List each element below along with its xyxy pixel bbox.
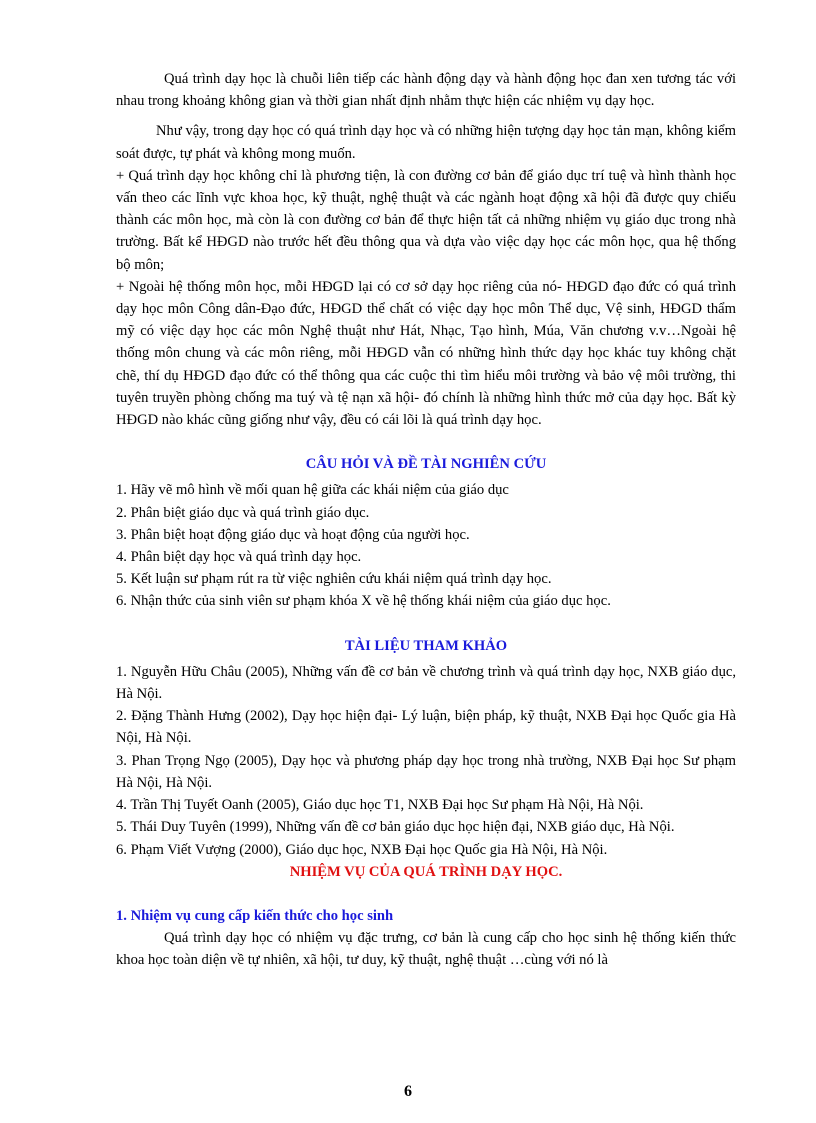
bullet-paragraph: + Quá trình dạy học không chỉ là phương tiện, là con đường cơ bản để giáo dục trí tuệ và hình thành học vấn theo các lĩnh vực khoa học, kỹ thuật, nghệ thuật và các ngành hoạt động xã hội đã được quy chiếu thành các môn học, mà còn là con đường cơ bản để thực hiện tất cả những nhiệm vụ giáo dục trong nhà trường. Bất kể HĐGD nào trước hết đều thông qua và dựa vào việc dạy học các môn học, qua hệ thống bộ môn; xyxy=(116,167,736,273)
list-item: 2. Phân biệt giáo dục và quá trình giáo dục. xyxy=(116,504,370,521)
document-page xyxy=(116,68,736,972)
reference-item: 3. Phan Trọng Ngọ (2005), Dạy học và phương pháp dạy học trong nhà trường, NXB Đại học Sư phạm Hà Nội, Hà Nội. xyxy=(116,752,736,791)
reference-item: 5. Thái Duy Tuyên (1999), Những vấn đề cơ bản giáo dục học hiện đại, NXB giáo dục, Hà Nội. xyxy=(116,819,675,836)
list-item: 5. Kết luận sư phạm rút ra từ việc nghiên cứu khái niệm quá trình dạy học. xyxy=(116,571,552,588)
references-list xyxy=(116,661,736,861)
section-heading: NHIỆM VỤ CỦA QUÁ TRÌNH DẠY HỌC. xyxy=(289,863,563,880)
page-number: 6 xyxy=(404,1083,412,1100)
bullet-paragraph: + Ngoài hệ thống môn học, mỗi HĐGD lại có cơ sở dạy học riêng của nó- HĐGD đạo đức có quá trình dạy học môn Công dân-Đạo đức, HĐGD thể chất có việc dạy học môn Thể dục, Vệ sinh, HĐGD thẩm mỹ có việc dạy học các môn Nghệ thuật như Hát, Nhạc, Tạo hình, Múa, Văn chương v.v…Ngoài hệ thống môn chung và các môn riêng, mỗi HĐGD vẫn có những hình thức dạy học khác tuy không chặt chẽ, thí dụ HĐGD đạo đức có thể thông qua các cuộc thi tìm hiểu môi trường và bảo vệ môi trường, thi tuyên truyền phòng chống ma tuý và tệ nạn xã hội- đó chính là những hình thức mở của dạy học. Bất kỳ HĐGD nào khác cũng giống như vậy, đều có cái lõi là quá trình dạy học. xyxy=(116,278,736,429)
list-item: 3. Phân biệt hoạt động giáo dục và hoạt động của người học. xyxy=(116,526,470,543)
references-heading: TÀI LIỆU THAM KHẢO xyxy=(344,637,508,654)
questions-list xyxy=(116,479,736,612)
intro-paragraph: Như vậy, trong dạy học có quá trình dạy học và có những hiện tượng dạy học tản mạn, không kiểm soát được, tự phát và không mong muốn. xyxy=(116,123,736,162)
list-item: 1. Hãy vẽ mô hình về mối quan hệ giữa các khái niệm của giáo dục xyxy=(116,482,509,499)
section-subheading: 1. Nhiệm vụ cung cấp kiến thức cho học sinh xyxy=(116,907,394,924)
reference-item: 6. Phạm Viết Vượng (2000), Giáo dục học, NXB Đại học Quốc gia Hà Nội, Hà Nội. xyxy=(116,841,608,858)
reference-item: 1. Nguyễn Hữu Châu (2005), Những vấn đề cơ bản về chương trình và quá trình dạy học, NXB giáo dục, Hà Nội. xyxy=(116,663,736,703)
questions-heading: CÂU HỎI VÀ ĐỀ TÀI NGHIÊN CỨU xyxy=(305,456,547,473)
section-paragraph: Quá trình dạy học có nhiệm vụ đặc trưng, cơ bản là cung cấp cho học sinh hệ thống kiến thức khoa học toàn diện về tự nhiên, xã hội, tư duy, kỹ thuật, nghệ thuật …cùng với nó là xyxy=(116,930,736,969)
intro-paragraph: Quá trình dạy học là chuỗi liên tiếp các hành động dạy và hành động học đan xen tương tác với nhau trong khoảng không gian và thời gian nhất định nhằm thực hiện các nhiệm vụ dạy học. xyxy=(116,71,736,110)
reference-item: 2. Đặng Thành Hưng (2002), Dạy học hiện đại- Lý luận, biện pháp, kỹ thuật, NXB Đại học Quốc gia Hà Nội, Hà Nội. xyxy=(116,708,736,747)
list-item: 6. Nhận thức của sinh viên sư phạm khóa X về hệ thống khái niệm của giáo dục học. xyxy=(116,593,611,610)
list-item: 4. Phân biệt dạy học và quá trình dạy học. xyxy=(116,549,362,566)
reference-item: 4. Trần Thị Tuyết Oanh (2005), Giáo dục học T1, NXB Đại học Sư phạm Hà Nội, Hà Nội. xyxy=(116,797,644,814)
